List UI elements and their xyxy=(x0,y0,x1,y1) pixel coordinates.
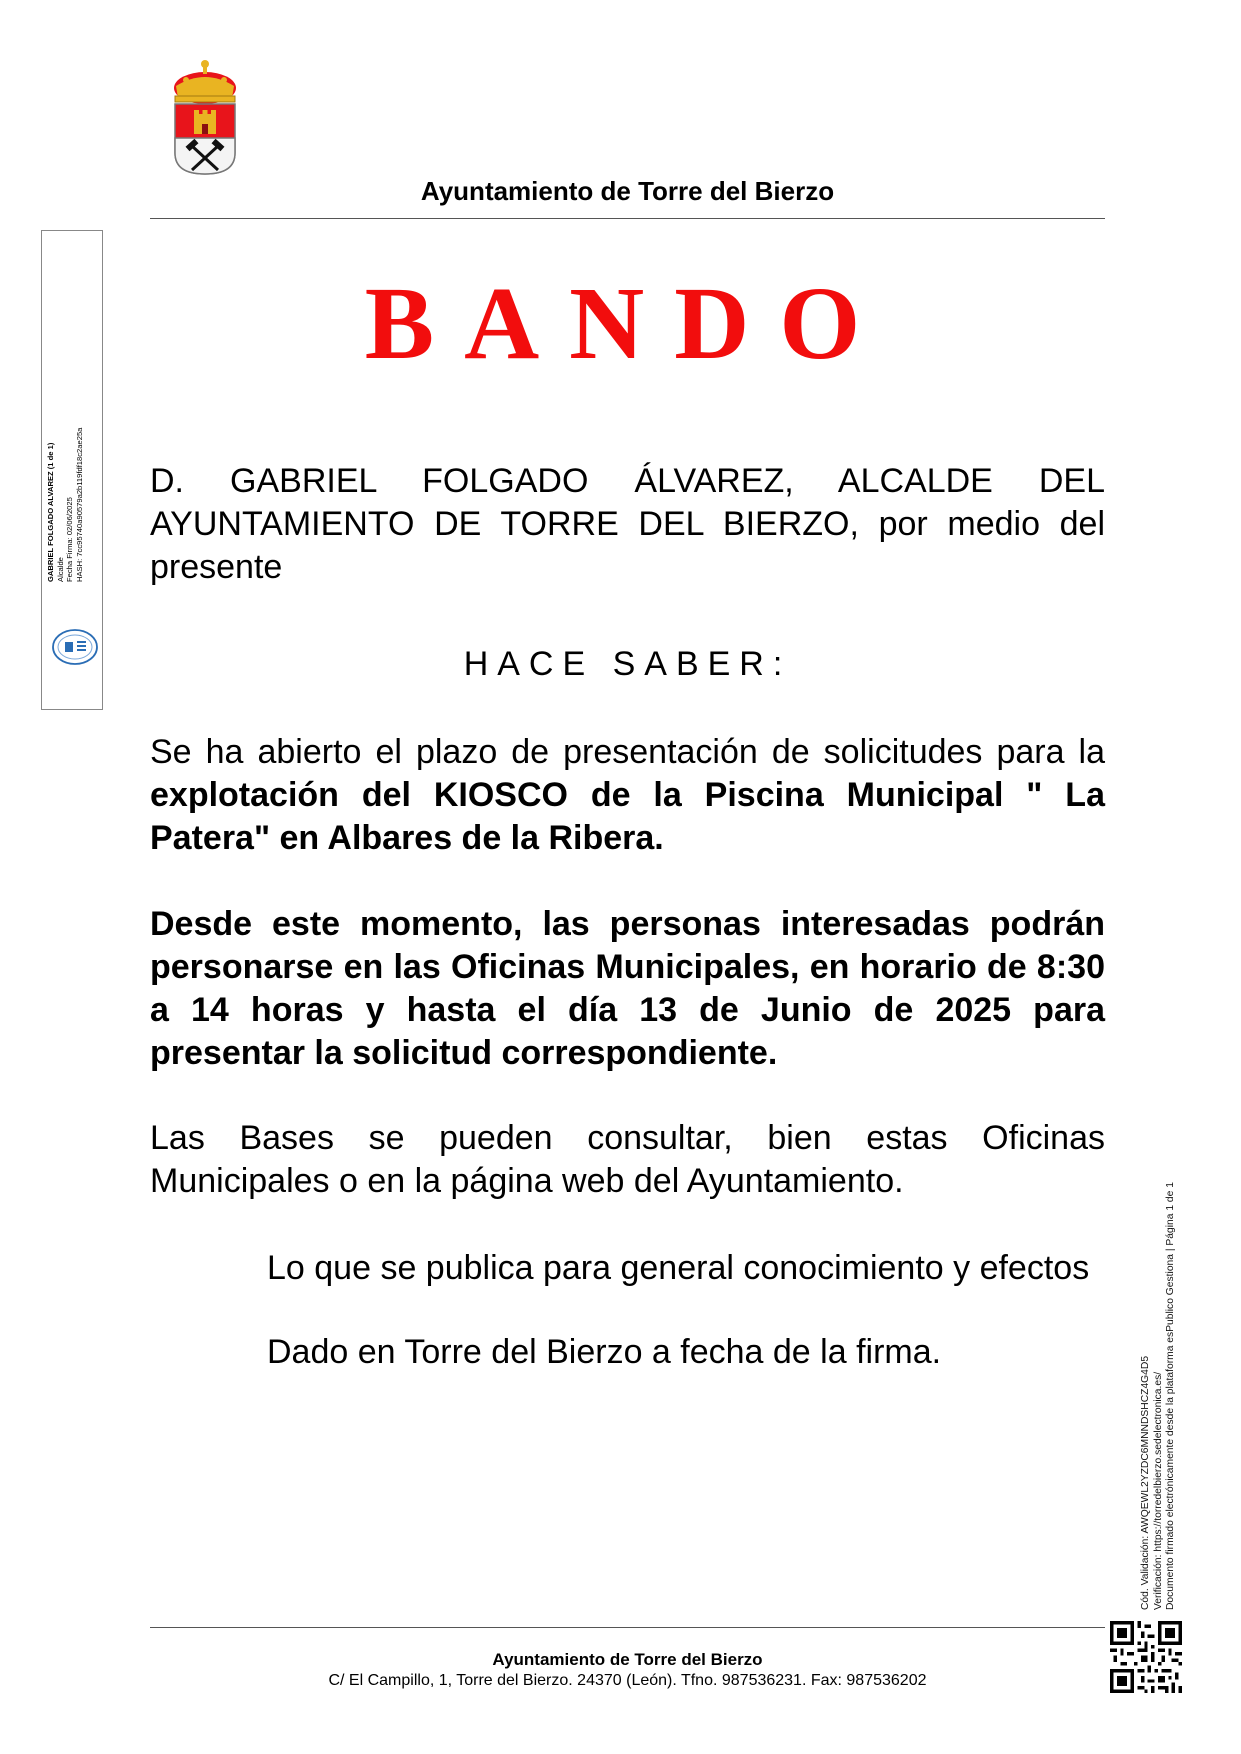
coat-of-arms-icon xyxy=(172,58,238,176)
header-title: Ayuntamiento de Torre del Bierzo xyxy=(420,176,835,206)
footer-divider xyxy=(150,1627,1105,1628)
hace-saber-heading: HACE SABER: xyxy=(463,645,792,683)
signature-info xyxy=(46,362,96,582)
closing-text: Lo que se publica para general conocimiento y efectos xyxy=(267,1249,1090,1287)
announcement-paragraph xyxy=(150,731,1105,860)
header-divider xyxy=(150,218,1105,219)
bases-paragraph: Las Bases se pueden consultar, bien estas Oficinas Municipales o en la página web del Ayuntamiento. xyxy=(150,1119,1105,1200)
document-heading: BANDO xyxy=(364,266,891,381)
footer-address: C/ El Campillo, 1, Torre del Bierzo. 24370 (León). Tfno. 987536231. Fax: 987536202 xyxy=(328,1672,927,1689)
closing-paragraph xyxy=(150,1247,1105,1290)
electronic-signature-note: Documento firmado electrónicamente desde la plataforma esPublico Gestiona | Página 1 de 1 xyxy=(1165,1182,1176,1610)
closing-date-line: Dado en Torre del Bierzo a fecha de la firma. xyxy=(267,1333,942,1371)
schedule-paragraph: Desde este momento, las personas interesadas podrán personarse en las Oficinas Municipales, en horario de 8:30 a 14 horas y hasta el día 13 de Junio de 2025 para presentar la solicitud correspondiente. xyxy=(150,905,1105,1072)
qr-code-icon[interactable] xyxy=(1110,1621,1182,1693)
intro-paragraph: D. GABRIEL FOLGADO ÁLVAREZ, ALCALDE DEL AYUNTAMIENTO DE TORRE DEL BIERZO, por medio del presente xyxy=(150,462,1105,586)
signature-hash: HASH: 7cc95740a90579a2b119fdf18c2ae25a xyxy=(74,427,84,582)
signature-seal-icon xyxy=(51,628,99,666)
verification-url[interactable]: Verificación: https://torredelbierzo.sedelectronica.es/ xyxy=(1152,1371,1164,1610)
verification-info xyxy=(1140,1085,1184,1610)
signature-date: Fecha Firma: 02/06/2025 xyxy=(65,497,74,582)
footer-title: Ayuntamiento de Torre del Bierzo xyxy=(492,1650,763,1669)
validation-code: Cód. Validación: AWQEWL2YZDC6MNNDSHCZ4G4D5 xyxy=(1140,1355,1151,1610)
announcement-bold-text: explotación del KIOSCO de la Piscina Municipal " La Patera" en Albares de la Ribera. xyxy=(150,776,1105,857)
signer-role: Alcalde xyxy=(55,557,65,582)
signer-name: GABRIEL FOLGADO ALVAREZ (1 de 1) xyxy=(46,442,55,582)
announcement-plain-text: Se ha abierto el plazo de presentación de solicitudes para la xyxy=(150,733,1105,771)
